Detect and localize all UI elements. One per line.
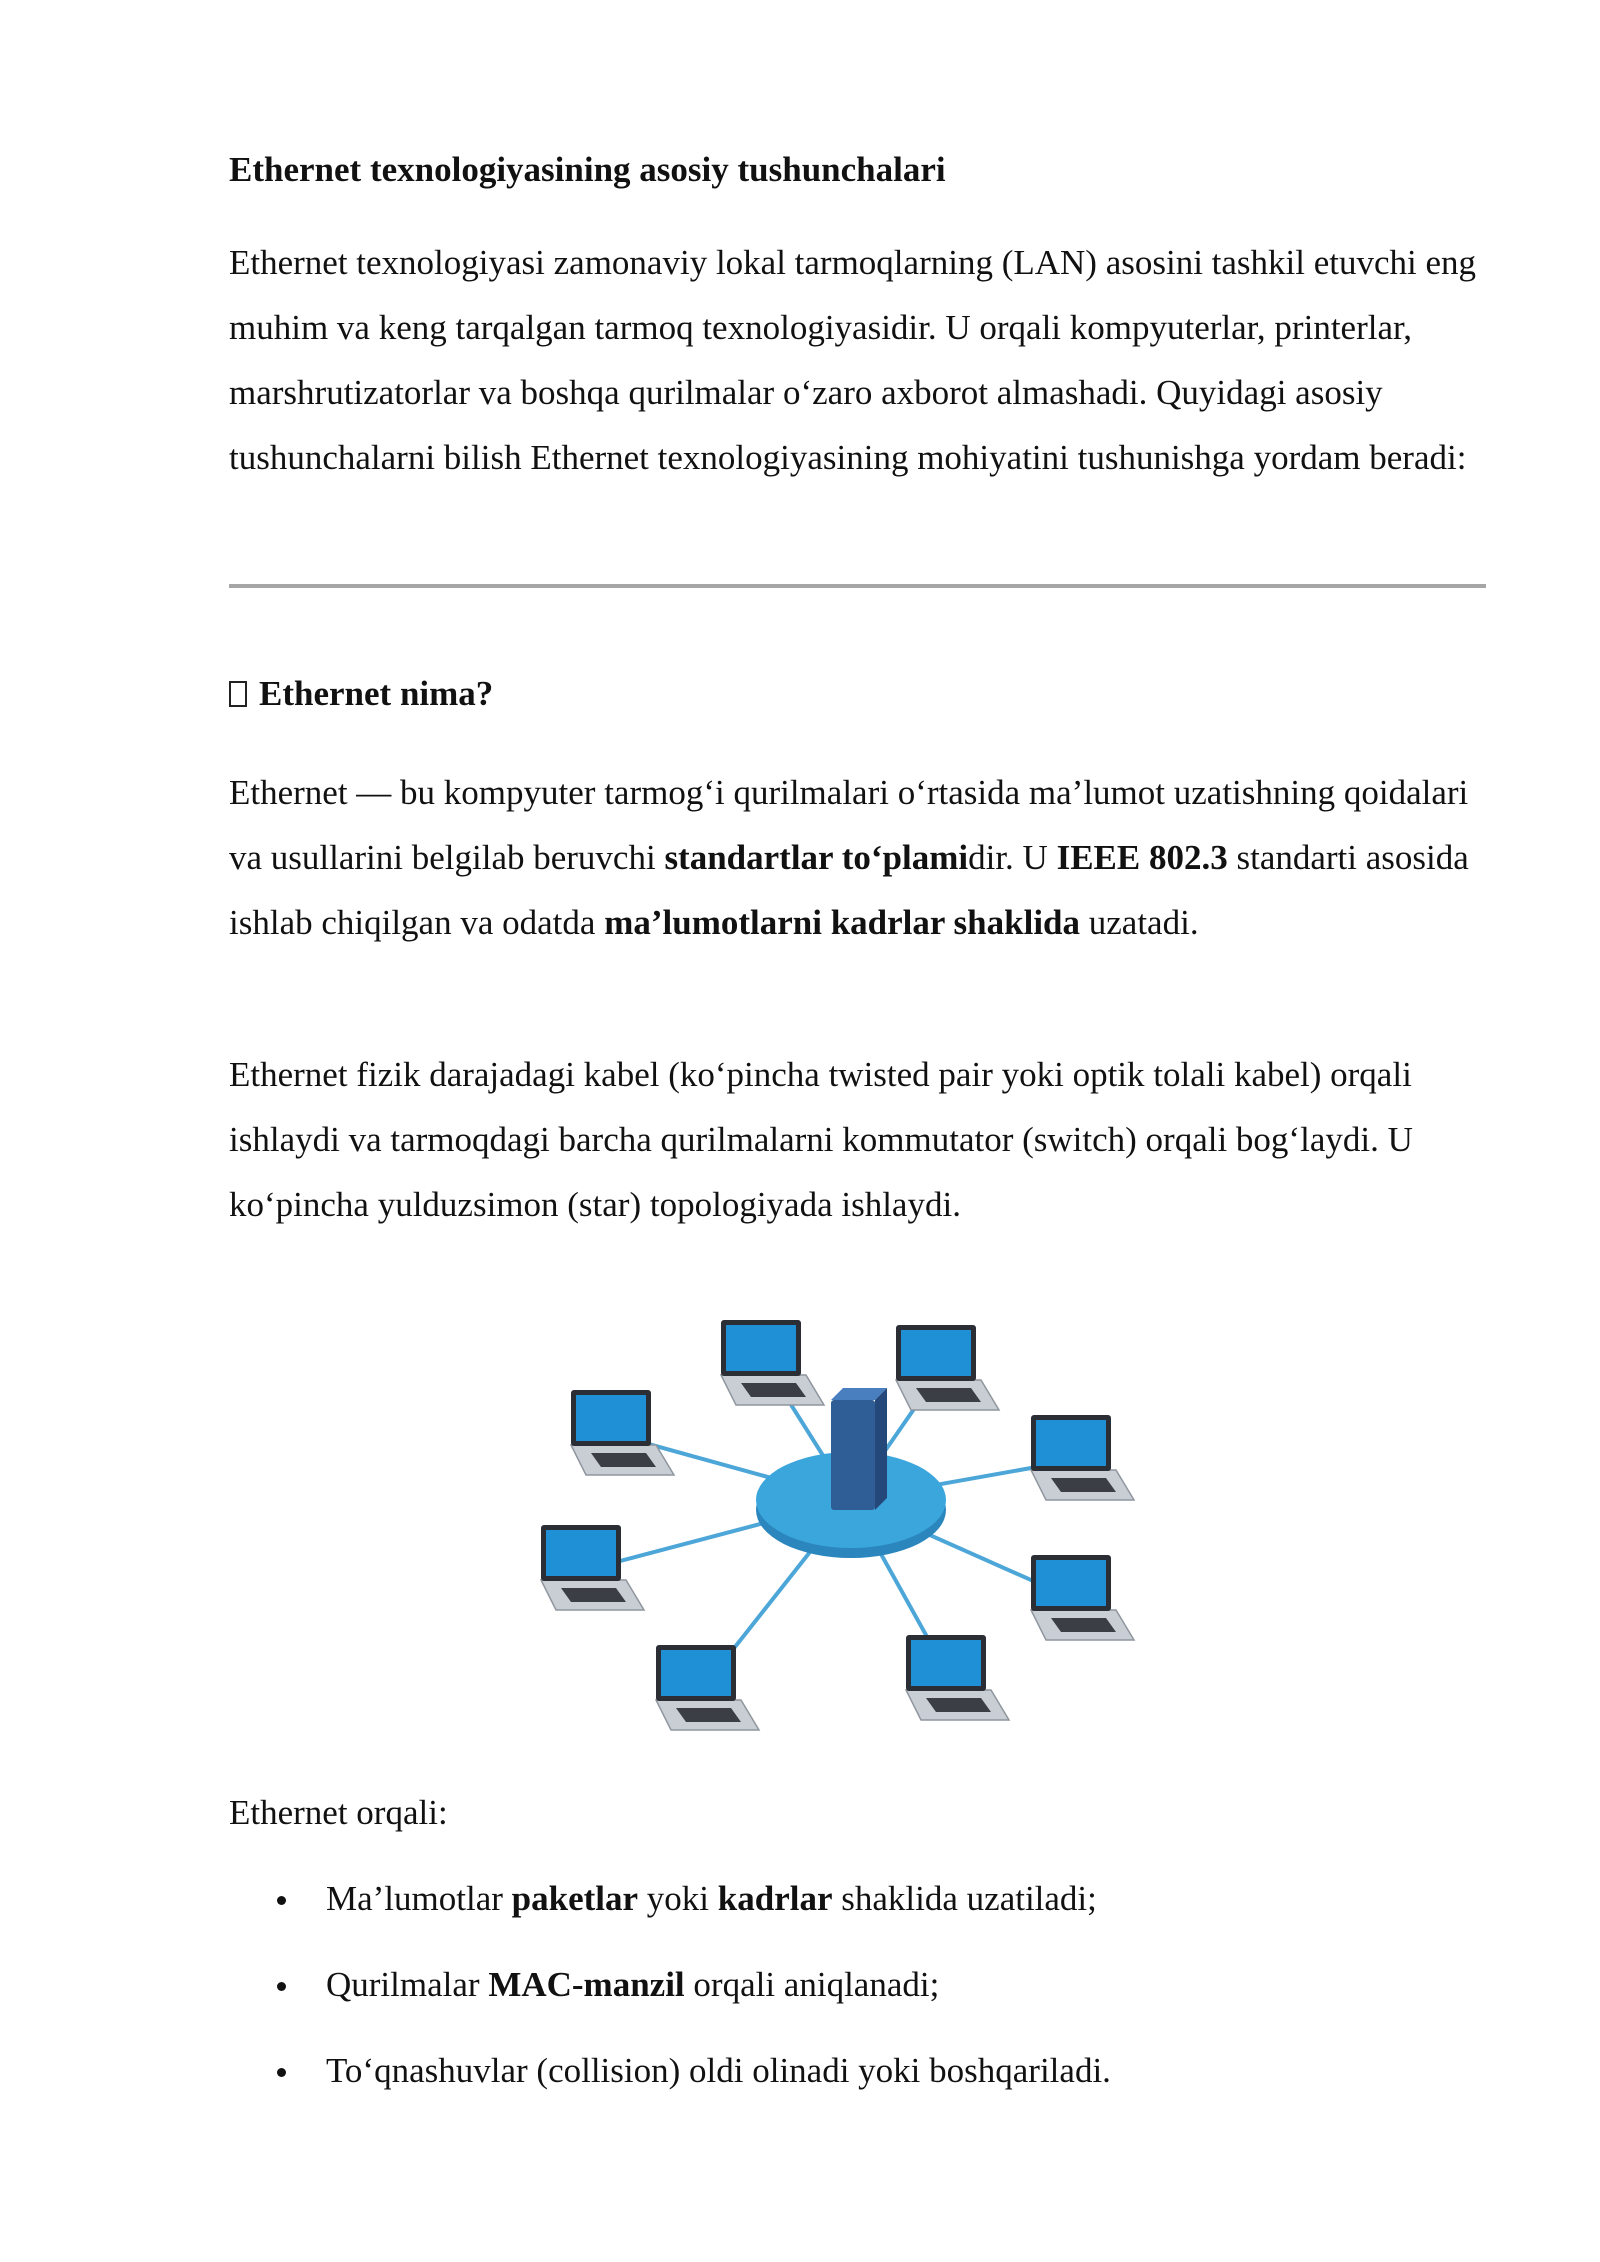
star-network-icon (531, 1290, 1181, 1760)
list-item-text: yoki (638, 1879, 718, 1918)
laptop-keyboard (561, 1588, 626, 1602)
list-item-text: orqali aniqlanadi; (684, 1965, 940, 2004)
star-network-illustration (531, 1290, 1181, 1760)
list-item-text: To‘qnashuvlar (collision) oldi olinadi yoki boshqariladi. (326, 2051, 1111, 2090)
definition-bold-3: ma’lumotlarni kadrlar shaklida (604, 903, 1081, 942)
section-heading-text: Ethernet nima? (259, 674, 494, 713)
laptop-keyboard (1051, 1618, 1116, 1632)
laptop-keyboard (1051, 1478, 1116, 1492)
laptop-screen (726, 1325, 796, 1371)
laptop-keyboard (926, 1698, 991, 1712)
server-tower (831, 1400, 875, 1510)
definition-text-2: dir. U (968, 838, 1057, 877)
laptop-keyboard (916, 1388, 981, 1402)
list-item-bold: MAC-manzil (488, 1965, 685, 2004)
bullet-icon (277, 2068, 286, 2077)
definition-text-4: uzatadi. (1080, 903, 1199, 942)
laptop-screen (911, 1640, 981, 1686)
feature-list (229, 1866, 1111, 2124)
laptop-screen (1036, 1420, 1106, 1466)
laptop-screen (1036, 1560, 1106, 1606)
laptop-screen (546, 1530, 616, 1576)
list-item (229, 1952, 1111, 2038)
list-item-text: Ma’lumotlar (326, 1879, 512, 1918)
section-heading (229, 674, 493, 714)
document-title: Ethernet texnologiyasining asosiy tushunchalari (229, 150, 946, 189)
definition-paragraph (229, 760, 1489, 955)
laptop-keyboard (676, 1708, 741, 1722)
laptop-keyboard (741, 1383, 806, 1397)
list-item-text: shaklida uzatiladi; (832, 1879, 1097, 1918)
missing-glyph-icon (229, 681, 247, 707)
definition-text-1: Ethernet — bu kompyuter tarmog‘i qurilmalari o‘rtasida ma’lumot uzatishning qoidalari va usullarini belgilab beruvchi (229, 773, 1469, 877)
list-item (229, 1866, 1111, 1952)
list-item-bold: paketlar (511, 1879, 639, 1918)
definition-text-3: standarti asosida ishlab chiqilgan va odatda (229, 838, 1469, 942)
list-item-bold: kadrlar (717, 1879, 833, 1918)
list-intro: Ethernet orqali: (229, 1793, 448, 1832)
physical-paragraph: Ethernet fizik darajadagi kabel (ko‘pincha twisted pair yoki optik tolali kabel) orqali ishlaydi va tarmoqdagi barcha qurilmalarni kommutator (switch) orqali bog‘laydi. U ko‘pincha yulduzsimon (star) topologiyada ishlaydi. (229, 1055, 1413, 1224)
definition-bold-2: IEEE 802.3 (1056, 838, 1228, 877)
server-side (875, 1388, 887, 1510)
laptop-screen (901, 1330, 971, 1376)
laptop-screen (661, 1650, 731, 1696)
definition-bold-1: standartlar to‘plami (664, 838, 969, 877)
bullet-icon (277, 1896, 286, 1905)
list-item (229, 2038, 1111, 2124)
laptop-keyboard (591, 1453, 656, 1467)
horizontal-divider (229, 584, 1486, 588)
list-item-text: Qurilmalar (326, 1965, 489, 2004)
laptop-screen (576, 1395, 646, 1441)
intro-paragraph: Ethernet texnologiyasi zamonaviy lokal tarmoqlarning (LAN) asosini tashkil etuvchi eng muhim va keng tarqalgan tarmoq texnologiyasidir. U orqali kompyuterlar, printerlar, marshrutizatorlar va boshqa qurilmalar o‘zaro axborot almashadi. Quyidagi asosiy tushunchalarni bilish Ethernet texnologiyasining mohiyatini tushunishga yordam beradi: (229, 243, 1477, 477)
bullet-icon (277, 1982, 286, 1991)
